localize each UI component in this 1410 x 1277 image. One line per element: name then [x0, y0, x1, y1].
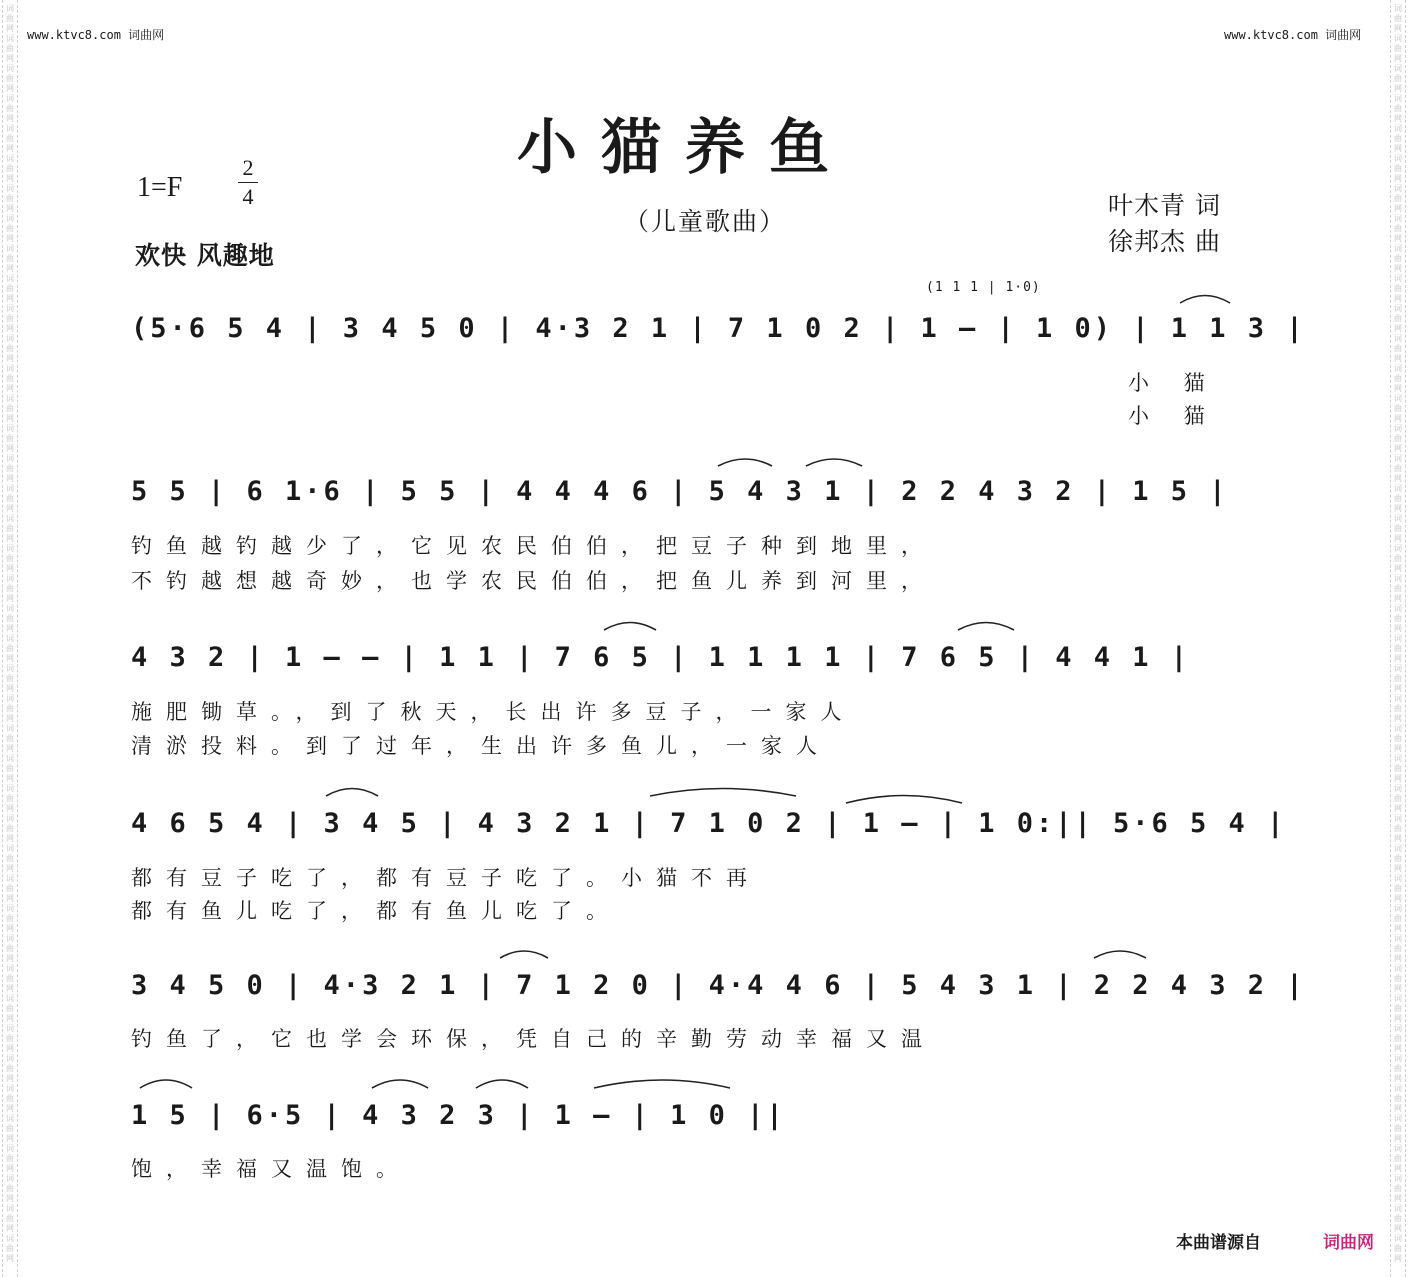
watermark-side-glyph: 词 [6, 484, 14, 493]
watermark-side-glyph: 词 [6, 154, 14, 163]
watermark-side-glyph: 网 [6, 924, 14, 933]
watermark-side-glyph: 网 [1394, 174, 1402, 183]
slur-arc [326, 789, 378, 797]
watermark-side-glyph: 曲 [1394, 1094, 1402, 1103]
watermark-side-glyph: 曲 [1394, 974, 1402, 983]
watermark-side-glyph: 词 [6, 604, 14, 613]
watermark-side-glyph: 词 [6, 784, 14, 793]
watermark-side-glyph: 词 [1394, 724, 1402, 733]
score-line-6-notes: 1 5 | 6·5 | 4 3 2 3 | 1 — | 1 0 || [131, 1100, 786, 1131]
watermark-side-glyph: 曲 [1394, 74, 1402, 83]
slur-arc [476, 1080, 528, 1088]
watermark-side-glyph: 词 [1394, 364, 1402, 373]
watermark-side-glyph: 网 [6, 504, 14, 513]
watermark-side-glyph: 曲 [1394, 224, 1402, 233]
score-line-1-lyric-2: 小 猫 [1128, 404, 1219, 428]
watermark-side-glyph: 曲 [6, 284, 14, 293]
watermark-side-glyph: 词 [6, 574, 14, 583]
slur-arc [594, 1080, 730, 1088]
watermark-side-glyph: 曲 [1394, 464, 1402, 473]
watermark-side-glyph: 网 [6, 234, 14, 243]
watermark-side-glyph: 词 [1394, 274, 1402, 283]
watermark-side-glyph: 词 [1394, 394, 1402, 403]
watermark-side-glyph: 网 [1394, 294, 1402, 303]
slur-arc [806, 459, 862, 466]
watermark-side-glyph: 词 [1394, 634, 1402, 643]
watermark-side-glyph: 曲 [6, 1214, 14, 1223]
watermark-side-glyph: 网 [6, 1044, 14, 1053]
watermark-side-glyph: 曲 [6, 194, 14, 203]
watermark-side-glyph: 曲 [1394, 404, 1402, 413]
watermark-side-glyph: 网 [6, 444, 14, 453]
watermark-side-glyph: 网 [1394, 894, 1402, 903]
watermark-side-glyph: 曲 [6, 134, 14, 143]
watermark-side-glyph: 词 [6, 94, 14, 103]
watermark-side-glyph: 网 [1394, 414, 1402, 423]
watermark-side-glyph: 网 [1394, 1224, 1402, 1233]
watermark-side-glyph: 网 [6, 144, 14, 153]
watermark-side-glyph: 网 [6, 834, 14, 843]
watermark-side-glyph: 网 [6, 744, 14, 753]
watermark-side-glyph: 词 [6, 1084, 14, 1093]
watermark-side-glyph: 网 [6, 414, 14, 423]
watermark-side-glyph: 曲 [6, 974, 14, 983]
score-line-1-notes: (5·6 5 4 | 3 4 5 0 | 4·3 2 1 | 7 1 0 2 | 1 — | 1 0) | 1 1 3 | [131, 313, 1306, 344]
watermark-side-glyph: 词 [1394, 964, 1402, 973]
watermark-side-glyph: 网 [1394, 234, 1402, 243]
tempo-marking: 欢快 风趣地 [135, 241, 275, 270]
watermark-side-glyph: 曲 [1394, 794, 1402, 803]
watermark-side-glyph: 曲 [6, 1034, 14, 1043]
watermark-side-glyph: 词 [1394, 694, 1402, 703]
watermark-side-glyph: 曲 [6, 854, 14, 863]
watermark-side-glyph: 曲 [1394, 764, 1402, 773]
watermark-side-glyph: 词 [1394, 874, 1402, 883]
watermark-side-glyph: 词 [6, 334, 14, 343]
watermark-side-glyph: 网 [6, 1104, 14, 1113]
watermark-side-glyph: 曲 [1394, 944, 1402, 953]
watermark-side-glyph: 词 [6, 514, 14, 523]
watermark-side-glyph: 网 [1394, 84, 1402, 93]
watermark-side-glyph: 词 [6, 1144, 14, 1153]
song-subtitle: （儿童歌曲） [624, 207, 787, 236]
slur-arc [140, 1080, 192, 1088]
watermark-side-glyph: 词 [6, 964, 14, 973]
watermark-side-glyph: 网 [6, 1134, 14, 1143]
watermark-side-glyph: 词 [1394, 484, 1402, 493]
watermark-side-glyph: 网 [6, 54, 14, 63]
watermark-side-glyph: 词 [6, 424, 14, 433]
watermark-side-glyph: 网 [1394, 744, 1402, 753]
watermark-side-glyph: 词 [1394, 1174, 1402, 1183]
watermark-side-glyph: 网 [1394, 1074, 1402, 1083]
watermark-side-glyph: 曲 [6, 764, 14, 773]
watermark-side-glyph: 曲 [1394, 914, 1402, 923]
watermark-side-glyph: 网 [1394, 444, 1402, 453]
watermark-side-glyph: 网 [1394, 1194, 1402, 1203]
watermark-side-glyph: 曲 [1394, 704, 1402, 713]
slur-arc [846, 796, 962, 804]
watermark-side-glyph: 曲 [1394, 554, 1402, 563]
watermark-side-glyph: 网 [6, 474, 14, 483]
watermark-side-glyph: 词 [6, 4, 14, 13]
watermark-side-glyph: 词 [1394, 904, 1402, 913]
watermark-side-glyph: 曲 [6, 1064, 14, 1073]
watermark-side-glyph: 网 [6, 864, 14, 873]
watermark-side-glyph: 词 [1394, 664, 1402, 673]
watermark-side-glyph: 词 [1394, 934, 1402, 943]
watermark-side-glyph: 曲 [6, 824, 14, 833]
watermark-side-glyph: 网 [1394, 864, 1402, 873]
time-signature-top: 2 [242, 155, 254, 180]
score-line-4-notes: 4 6 5 4 | 3 4 5 | 4 3 2 1 | 7 1 0 2 | 1 — | 1 0:|| 5·6 5 4 | [131, 808, 1287, 839]
watermark-side-glyph: 词 [6, 244, 14, 253]
watermark-side-glyph: 网 [6, 384, 14, 393]
composer-credit: 徐邦杰 曲 [1108, 227, 1221, 256]
watermark-side-glyph: 词 [1394, 814, 1402, 823]
score-line-5-lyric-1: 钓鱼了，它也学会环保，凭自己的辛勤劳动幸福又温 [131, 1027, 936, 1051]
watermark-side-glyph: 曲 [6, 614, 14, 623]
watermark-side-glyph: 词 [1394, 1054, 1402, 1063]
watermark-side-glyph: 网 [1394, 954, 1402, 963]
watermark-side-glyph: 曲 [1394, 374, 1402, 383]
watermark-side-glyph: 网 [1394, 984, 1402, 993]
watermark-side-glyph: 曲 [1394, 584, 1402, 593]
watermark-side-glyph: 曲 [6, 554, 14, 563]
watermark-side-glyph: 词 [6, 754, 14, 763]
watermark-side-glyph: 曲 [1394, 884, 1402, 893]
watermark-side-glyph: 网 [1394, 264, 1402, 273]
watermark-side-glyph: 词 [1394, 184, 1402, 193]
watermark-side-glyph: 曲 [1394, 1184, 1402, 1193]
watermark-side-glyph: 曲 [6, 914, 14, 923]
watermark-side-glyph: 网 [1394, 924, 1402, 933]
watermark-side-glyph: 词 [1394, 34, 1402, 43]
watermark-side-glyph: 网 [6, 204, 14, 213]
watermark-side-glyph: 词 [6, 544, 14, 553]
watermark-side-glyph: 曲 [1394, 1154, 1402, 1163]
watermark-side-glyph: 词 [1394, 334, 1402, 343]
watermark-side-glyph: 网 [1394, 1044, 1402, 1053]
watermark-side-glyph: 网 [1394, 1134, 1402, 1143]
watermark-side-glyph: 网 [1394, 324, 1402, 333]
watermark-side-glyph: 曲 [1394, 734, 1402, 743]
watermark-side-glyph: 词 [6, 364, 14, 373]
watermark-side-glyph: 词 [1394, 1204, 1402, 1213]
watermark-side-glyph: 曲 [6, 404, 14, 413]
footer-source-label: 本曲谱源自 [1176, 1233, 1261, 1253]
watermark-side-glyph: 词 [1394, 94, 1402, 103]
slur-arc [604, 623, 656, 631]
watermark-side-glyph: 曲 [1394, 104, 1402, 113]
score-line-5-notes: 3 4 5 0 | 4·3 2 1 | 7 1 2 0 | 4·4 4 6 | 5 4 3 1 | 2 2 4 3 2 | [131, 970, 1306, 1001]
watermark-side-glyph: 词 [6, 124, 14, 133]
watermark-side-glyph: 词 [6, 724, 14, 733]
watermark-side-glyph: 网 [1394, 504, 1402, 513]
watermark-side-glyph: 曲 [1394, 344, 1402, 353]
watermark-side-glyph: 曲 [6, 164, 14, 173]
watermark-side-glyph: 网 [6, 714, 14, 723]
watermark-side-glyph: 网 [1394, 684, 1402, 693]
watermark-side-glyph: 词 [1394, 64, 1402, 73]
score-line-4-lyric-2: 都有鱼儿吃了，都有鱼儿吃了。 [131, 899, 621, 923]
watermark-side-glyph: 曲 [6, 254, 14, 263]
watermark-side-glyph: 网 [6, 114, 14, 123]
watermark-side-glyph: 词 [6, 664, 14, 673]
watermark-side-glyph: 网 [6, 1224, 14, 1233]
watermark-side-glyph: 词 [6, 1114, 14, 1123]
watermark-side-glyph: 网 [6, 354, 14, 363]
score-line-2-lyric-1: 钓鱼越钓越少了，它见农民伯伯，把豆子种到地里， [131, 534, 936, 558]
key-signature: 1=F [137, 172, 183, 203]
score-line-1-lyric-1: 小 猫 [1128, 371, 1219, 395]
watermark-side-glyph: 网 [6, 774, 14, 783]
watermark-side-glyph: 词 [6, 184, 14, 193]
watermark-side-glyph: 曲 [6, 104, 14, 113]
watermark-side-glyph: 网 [1394, 204, 1402, 213]
watermark-side-glyph: 词 [1394, 544, 1402, 553]
watermark-side-glyph: 词 [1394, 574, 1402, 583]
watermark-side-glyph: 曲 [6, 584, 14, 593]
watermark-side-glyph: 网 [1394, 1104, 1402, 1113]
watermark-side-glyph: 词 [6, 454, 14, 463]
watermark-side-glyph: 词 [6, 64, 14, 73]
watermark-side-glyph: 曲 [1394, 284, 1402, 293]
footer-source-brand[interactable]: 词曲网 [1323, 1233, 1374, 1253]
watermark-side-glyph: 词 [1394, 1114, 1402, 1123]
watermark-side-glyph: 网 [6, 174, 14, 183]
watermark-side-glyph: 词 [1394, 604, 1402, 613]
watermark-side-glyph: 曲 [1394, 1004, 1402, 1013]
song-title: 小猫养鱼 [517, 113, 853, 183]
slur-arc [1180, 296, 1230, 304]
watermark-side-glyph: 曲 [6, 224, 14, 233]
watermark-side-glyph: 曲 [6, 1184, 14, 1193]
watermark-side-glyph: 网 [6, 894, 14, 903]
watermark-side-glyph: 曲 [6, 1094, 14, 1103]
watermark-side-glyph: 曲 [6, 524, 14, 533]
watermark-side-glyph: 曲 [1394, 644, 1402, 653]
watermark-side-glyph: 曲 [6, 344, 14, 353]
watermark-side-glyph: 网 [1394, 714, 1402, 723]
watermark-side-glyph: 网 [1394, 114, 1402, 123]
watermark-side-glyph: 网 [6, 594, 14, 603]
score-line-2-lyric-2: 不钓越想越奇妙，也学农民伯伯，把鱼儿养到河里， [131, 569, 936, 593]
watermark-side-glyph: 词 [1394, 514, 1402, 523]
watermark-side-glyph: 网 [6, 984, 14, 993]
time-signature-bottom: 4 [242, 184, 254, 209]
watermark-side-glyph: 网 [1394, 594, 1402, 603]
watermark-side-glyph: 词 [1394, 1084, 1402, 1093]
lyricist-credit: 叶木青 词 [1108, 191, 1221, 220]
watermark-side-glyph: 词 [1394, 754, 1402, 763]
watermark-side-glyph: 曲 [1394, 854, 1402, 863]
watermark-side-glyph: 词 [1394, 454, 1402, 463]
score-line-3-lyric-2: 清淤投料。到了过年，生出许多鱼儿，一家人 [131, 734, 831, 758]
watermark-side-glyph: 词 [6, 1204, 14, 1213]
watermark-side-glyph: 曲 [6, 494, 14, 503]
watermark-side-glyph: 曲 [6, 74, 14, 83]
watermark-side-glyph: 曲 [6, 944, 14, 953]
watermark-side-glyph: 曲 [6, 314, 14, 323]
watermark-side-glyph: 网 [6, 1254, 14, 1263]
watermark-side-glyph: 词 [6, 34, 14, 43]
watermark-side-glyph: 曲 [1394, 614, 1402, 623]
watermark-side-glyph: 词 [6, 214, 14, 223]
watermark-side-glyph: 词 [6, 994, 14, 1003]
slur-arc [500, 951, 548, 958]
watermark-side-glyph: 网 [6, 264, 14, 273]
watermark-side-glyph: 曲 [6, 464, 14, 473]
watermark-side-glyph: 曲 [1394, 1064, 1402, 1073]
watermark-side-glyph: 网 [6, 804, 14, 813]
grace-notation: (1 1 1 | 1·0) [926, 280, 1041, 295]
watermark-side-glyph: 曲 [1394, 1124, 1402, 1133]
watermark-side-glyph: 曲 [6, 434, 14, 443]
watermark-side-glyph: 网 [6, 294, 14, 303]
watermark-url-left: www.ktvc8.com 词曲网 [27, 28, 165, 42]
watermark-side-glyph: 网 [6, 1014, 14, 1023]
slur-arc [718, 459, 772, 466]
slur-arc [1094, 951, 1146, 958]
watermark-side-glyph: 曲 [1394, 194, 1402, 203]
watermark-side-glyph: 网 [1394, 1014, 1402, 1023]
watermark-side-glyph: 词 [1394, 214, 1402, 223]
watermark-side-glyph: 曲 [1394, 434, 1402, 443]
watermark-side-glyph: 词 [6, 304, 14, 313]
watermark-side-glyph: 网 [1394, 354, 1402, 363]
watermark-side-glyph: 曲 [1394, 14, 1402, 23]
score-line-6-lyric-1: 饱，幸福又温饱。 [131, 1157, 411, 1181]
watermark-side-glyph: 曲 [6, 794, 14, 803]
watermark-side-glyph: 网 [6, 654, 14, 663]
watermark-side-glyph: 曲 [6, 1154, 14, 1163]
score-line-4-lyric-1: 都有豆子吃了，都有豆子吃了。小猫不再 [131, 866, 761, 890]
watermark-side-glyph: 词 [1394, 154, 1402, 163]
watermark-side-glyph: 曲 [1394, 134, 1402, 143]
watermark-side-glyph: 词 [1394, 1024, 1402, 1033]
watermark-side-glyph: 词 [6, 1054, 14, 1063]
watermark-side-glyph: 曲 [1394, 44, 1402, 53]
watermark-side-glyph: 词 [1394, 4, 1402, 13]
watermark-side-glyph: 网 [1394, 654, 1402, 663]
watermark-side-glyph: 网 [1394, 24, 1402, 33]
watermark-side-glyph: 词 [1394, 244, 1402, 253]
watermark-side-glyph: 网 [1394, 474, 1402, 483]
watermark-side-glyph: 曲 [6, 14, 14, 23]
watermark-side-glyph: 曲 [6, 704, 14, 713]
watermark-side-glyph: 曲 [1394, 494, 1402, 503]
watermark-side-glyph: 网 [1394, 834, 1402, 843]
watermark-side-glyph: 网 [1394, 774, 1402, 783]
watermark-side-glyph: 曲 [1394, 1244, 1402, 1253]
watermark-side-glyph: 网 [1394, 144, 1402, 153]
watermark-side-glyph: 曲 [1394, 164, 1402, 173]
watermark-side-glyph: 网 [6, 1164, 14, 1173]
watermark-side-glyph: 网 [1394, 534, 1402, 543]
slur-arc [372, 1080, 428, 1088]
watermark-side-glyph: 网 [1394, 54, 1402, 63]
watermark-side-glyph: 网 [1394, 624, 1402, 633]
watermark-side-glyph: 网 [1394, 564, 1402, 573]
watermark-side-glyph: 曲 [1394, 824, 1402, 833]
watermark-side-glyph: 网 [6, 1074, 14, 1083]
watermark-side-glyph: 网 [6, 84, 14, 93]
watermark-side-glyph: 网 [6, 954, 14, 963]
watermark-side-glyph: 词 [6, 874, 14, 883]
watermark-side-glyph: 网 [6, 324, 14, 333]
watermark-side-glyph: 网 [6, 564, 14, 573]
watermark-side-glyph: 曲 [6, 44, 14, 53]
watermark-side-glyph: 词 [6, 1234, 14, 1243]
slur-arc [650, 789, 796, 797]
watermark-side-glyph: 曲 [1394, 1214, 1402, 1223]
score-line-3-notes: 4 3 2 | 1 — — | 1 1 | 7 6 5 | 1 1 1 1 | 7 6 5 | 4 4 1 | [131, 642, 1191, 673]
watermark-side-glyph: 曲 [6, 884, 14, 893]
watermark-side-glyph: 曲 [6, 674, 14, 683]
watermark-side-glyph: 词 [6, 1174, 14, 1183]
watermark-side-glyph: 词 [6, 394, 14, 403]
watermark-side-glyph: 曲 [1394, 674, 1402, 683]
watermark-side-glyph: 词 [1394, 1234, 1402, 1243]
watermark-side-glyph: 词 [6, 904, 14, 913]
watermark-side-glyph: 曲 [6, 1124, 14, 1133]
watermark-side-glyph: 词 [1394, 304, 1402, 313]
watermark-side-glyph: 曲 [1394, 314, 1402, 323]
watermark-side-glyph: 词 [1394, 424, 1402, 433]
watermark-side-glyph: 曲 [6, 374, 14, 383]
watermark-side-glyph: 词 [6, 814, 14, 823]
watermark-side-glyph: 网 [6, 684, 14, 693]
watermark-side-glyph: 网 [6, 624, 14, 633]
watermark-side-glyph: 词 [6, 1024, 14, 1033]
watermark-side-glyph: 词 [1394, 994, 1402, 1003]
score-line-2-notes: 5 5 | 6 1·6 | 5 5 | 4 4 4 6 | 5 4 3 1 | 2 2 4 3 2 | 1 5 | [131, 476, 1229, 507]
watermark-side-glyph: 曲 [6, 644, 14, 653]
watermark-side-glyph: 词 [1394, 784, 1402, 793]
watermark-side-glyph: 曲 [6, 1004, 14, 1013]
watermark-side-glyph: 词 [1394, 124, 1402, 133]
watermark-side-glyph: 词 [1394, 844, 1402, 853]
watermark-side-glyph: 曲 [1394, 254, 1402, 263]
slur-arc [958, 623, 1014, 631]
watermark-side-glyph: 词 [6, 694, 14, 703]
watermark-side-glyph: 网 [1394, 384, 1402, 393]
watermark-side-glyph: 曲 [1394, 524, 1402, 533]
watermark-side-glyph: 网 [6, 534, 14, 543]
watermark-url-right: www.ktvc8.com 词曲网 [1224, 28, 1362, 42]
watermark-side-glyph: 词 [6, 934, 14, 943]
watermark-side-glyph: 网 [1394, 1254, 1402, 1263]
score-line-3-lyric-1: 施肥锄草。，到了秋天，长出许多豆子，一家人 [131, 700, 856, 724]
watermark-side-glyph: 网 [6, 1194, 14, 1203]
watermark-side-glyph: 网 [1394, 804, 1402, 813]
watermark-side-glyph: 词 [6, 274, 14, 283]
watermark-side-glyph: 曲 [1394, 1034, 1402, 1043]
watermark-side-glyph: 词 [1394, 1144, 1402, 1153]
watermark-side-glyph: 曲 [6, 734, 14, 743]
watermark-side-glyph: 网 [6, 24, 14, 33]
watermark-side-glyph: 词 [6, 844, 14, 853]
watermark-side-glyph: 词 [6, 634, 14, 643]
watermark-side-glyph: 曲 [6, 1244, 14, 1253]
watermark-side-glyph: 网 [1394, 1164, 1402, 1173]
